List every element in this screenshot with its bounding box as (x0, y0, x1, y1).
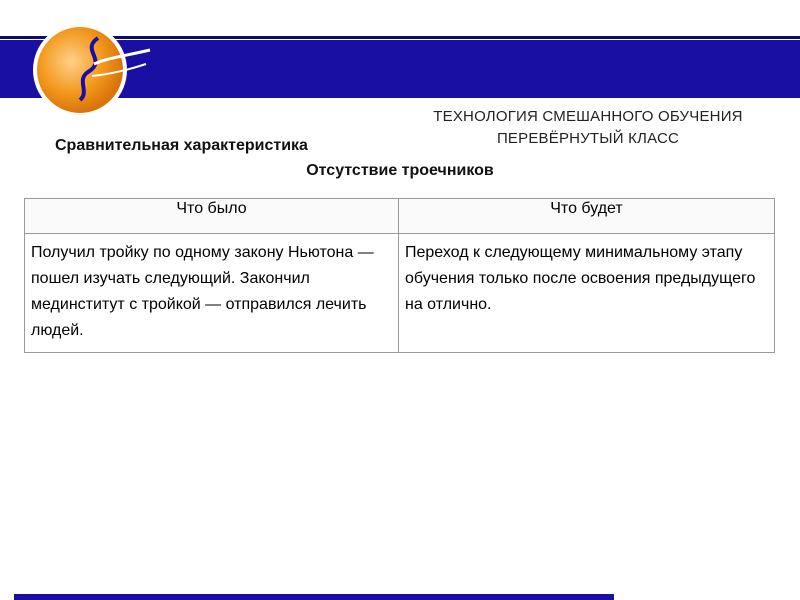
cell-was: Получил тройку по одному закону Ньютона — пошел изучать следующий. Закончил мединститут с тройкой — отправился лечить людей. (25, 234, 399, 353)
technology-title-line2: ПЕРЕВЁРНУТЫЙ КЛАСС (496, 130, 680, 147)
technology-title-line1: ТЕХНОЛОГИЯ СМЕШАННОГО ОБУЧЕНИЯ (433, 108, 743, 125)
table-row (25, 234, 775, 353)
logo-icon (28, 20, 158, 120)
technology-title (388, 106, 788, 150)
comparison-table (24, 198, 775, 353)
slide-subtitle: Сравнительная характеристика (55, 137, 308, 154)
column-header-was: Что было (25, 199, 399, 234)
table-header-row (25, 199, 775, 234)
cell-will-be: Переход к следующему минимальному этапу обучения только после освоения предыдущего на отлично. (399, 234, 775, 353)
column-header-will-be: Что будет (399, 199, 775, 234)
footer-band (14, 594, 614, 600)
section-title: Отсутствие троечников (306, 162, 494, 179)
